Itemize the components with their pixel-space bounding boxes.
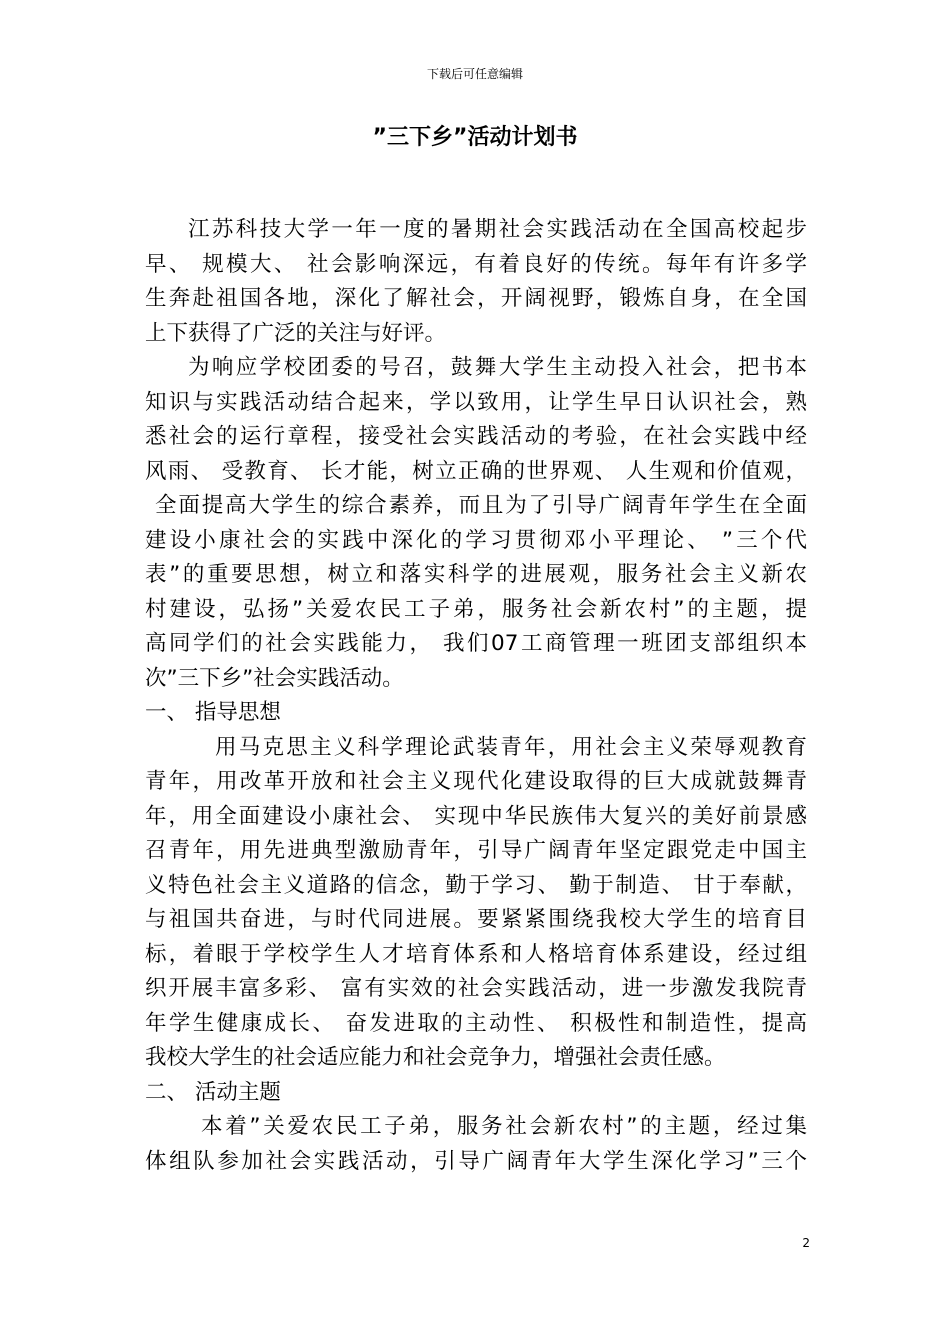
paragraph-line: 本着”关爱农民工子弟，服务社会新农村”的主题，经过集 <box>201 1114 807 1139</box>
paragraph-line: 村建设，弘扬”关爱农民工子弟，服务社会新农村”的主题，提 <box>145 596 807 622</box>
paragraph-line: 体组队参加社会实践活动，引导广阔青年大学生深化学习”三个 <box>145 1148 807 1174</box>
paragraph-line: 上下获得了广泛的关注与好评。 <box>145 320 447 346</box>
paragraph-line: 风雨、 受教育、 长才能，树立正确的世界观、 人生观和价值观， <box>145 458 807 484</box>
document-body <box>145 213 807 1179</box>
page-number: 2 <box>802 1236 810 1250</box>
paragraph-line: 年学生健康成长、 奋发进取的主动性、 积极性和制造性，提高 <box>145 1010 807 1036</box>
paragraph-line: 我校大学生的社会适应能力和社会竞争力，增强社会责任感。 <box>145 1045 726 1070</box>
paragraph-line: 召青年，用先进典型激励青年，引导广阔青年坚定跟党走中国主 <box>145 838 807 863</box>
paragraph-line: 年，用全面建设小康社会、 实现中华民族伟大复兴的美好前景感 <box>145 803 807 829</box>
paragraph-line: 早、 规模大、 社会影响深远，有着良好的传统。每年有许多学 <box>145 251 807 277</box>
paragraph-line: 次”三下乡”社会实践活动。 <box>145 665 404 691</box>
paragraph-line: 为响应学校团委的号召，鼓舞大学生主动投入社会，把书本 <box>188 355 807 380</box>
paragraph-line: 悉社会的运行章程，接受社会实践活动的考验，在社会实践中经 <box>145 424 807 449</box>
paragraph-line: 与祖国共奋进，与时代同进展。要紧紧围绕我校大学生的培育目 <box>145 907 807 932</box>
paragraph-line: 知识与实践活动结合起来，学以致用，让学生早日认识社会，熟 <box>145 389 807 415</box>
paragraph-line: 织开展丰富多彩、 富有实效的社会实践活动，进一步激发我院青 <box>145 976 807 1001</box>
paragraph-line: 建设小康社会的实践中深化的学习贯彻邓小平理论、 ”三个代 <box>145 527 807 553</box>
section-heading-activity-theme: 二、 活动主题 <box>145 1079 281 1105</box>
document-title: ”三下乡”活动计划书 <box>372 125 578 150</box>
paragraph-line: 生奔赴祖国各地，深化了解社会，开阔视野，锻炼自身，在全国 <box>145 286 807 311</box>
page-header-note: 下载后可任意编辑 <box>426 67 523 81</box>
paragraph-line: 义特色社会主义道路的信念，勤于学习、 勤于制造、 甘于奉献， <box>145 872 807 898</box>
paragraph-line: 表”的重要思想，树立和落实科学的进展观，服务社会主义新农 <box>145 562 807 587</box>
paragraph-line: 全面提高大学生的综合素养，而且为了引导广阔青年学生在全面 <box>155 493 807 518</box>
paragraph-line: 高同学们的社会实践能力， 我们07工商管理一班团支部组织本 <box>145 631 807 656</box>
paragraph-line: 青年，用改革开放和社会主义现代化建设取得的巨大成就鼓舞青 <box>145 769 807 794</box>
paragraph-line: 标，着眼于学校学生人才培育体系和人格培育体系建设，经过组 <box>145 941 807 967</box>
section-heading-guiding-ideology: 一、 指导思想 <box>145 700 281 725</box>
paragraph-line: 江苏科技大学一年一度的暑期社会实践活动在全国高校起步 <box>188 217 807 242</box>
paragraph-line: 用马克思主义科学理论武装青年，用社会主义荣辱观教育 <box>215 734 807 760</box>
